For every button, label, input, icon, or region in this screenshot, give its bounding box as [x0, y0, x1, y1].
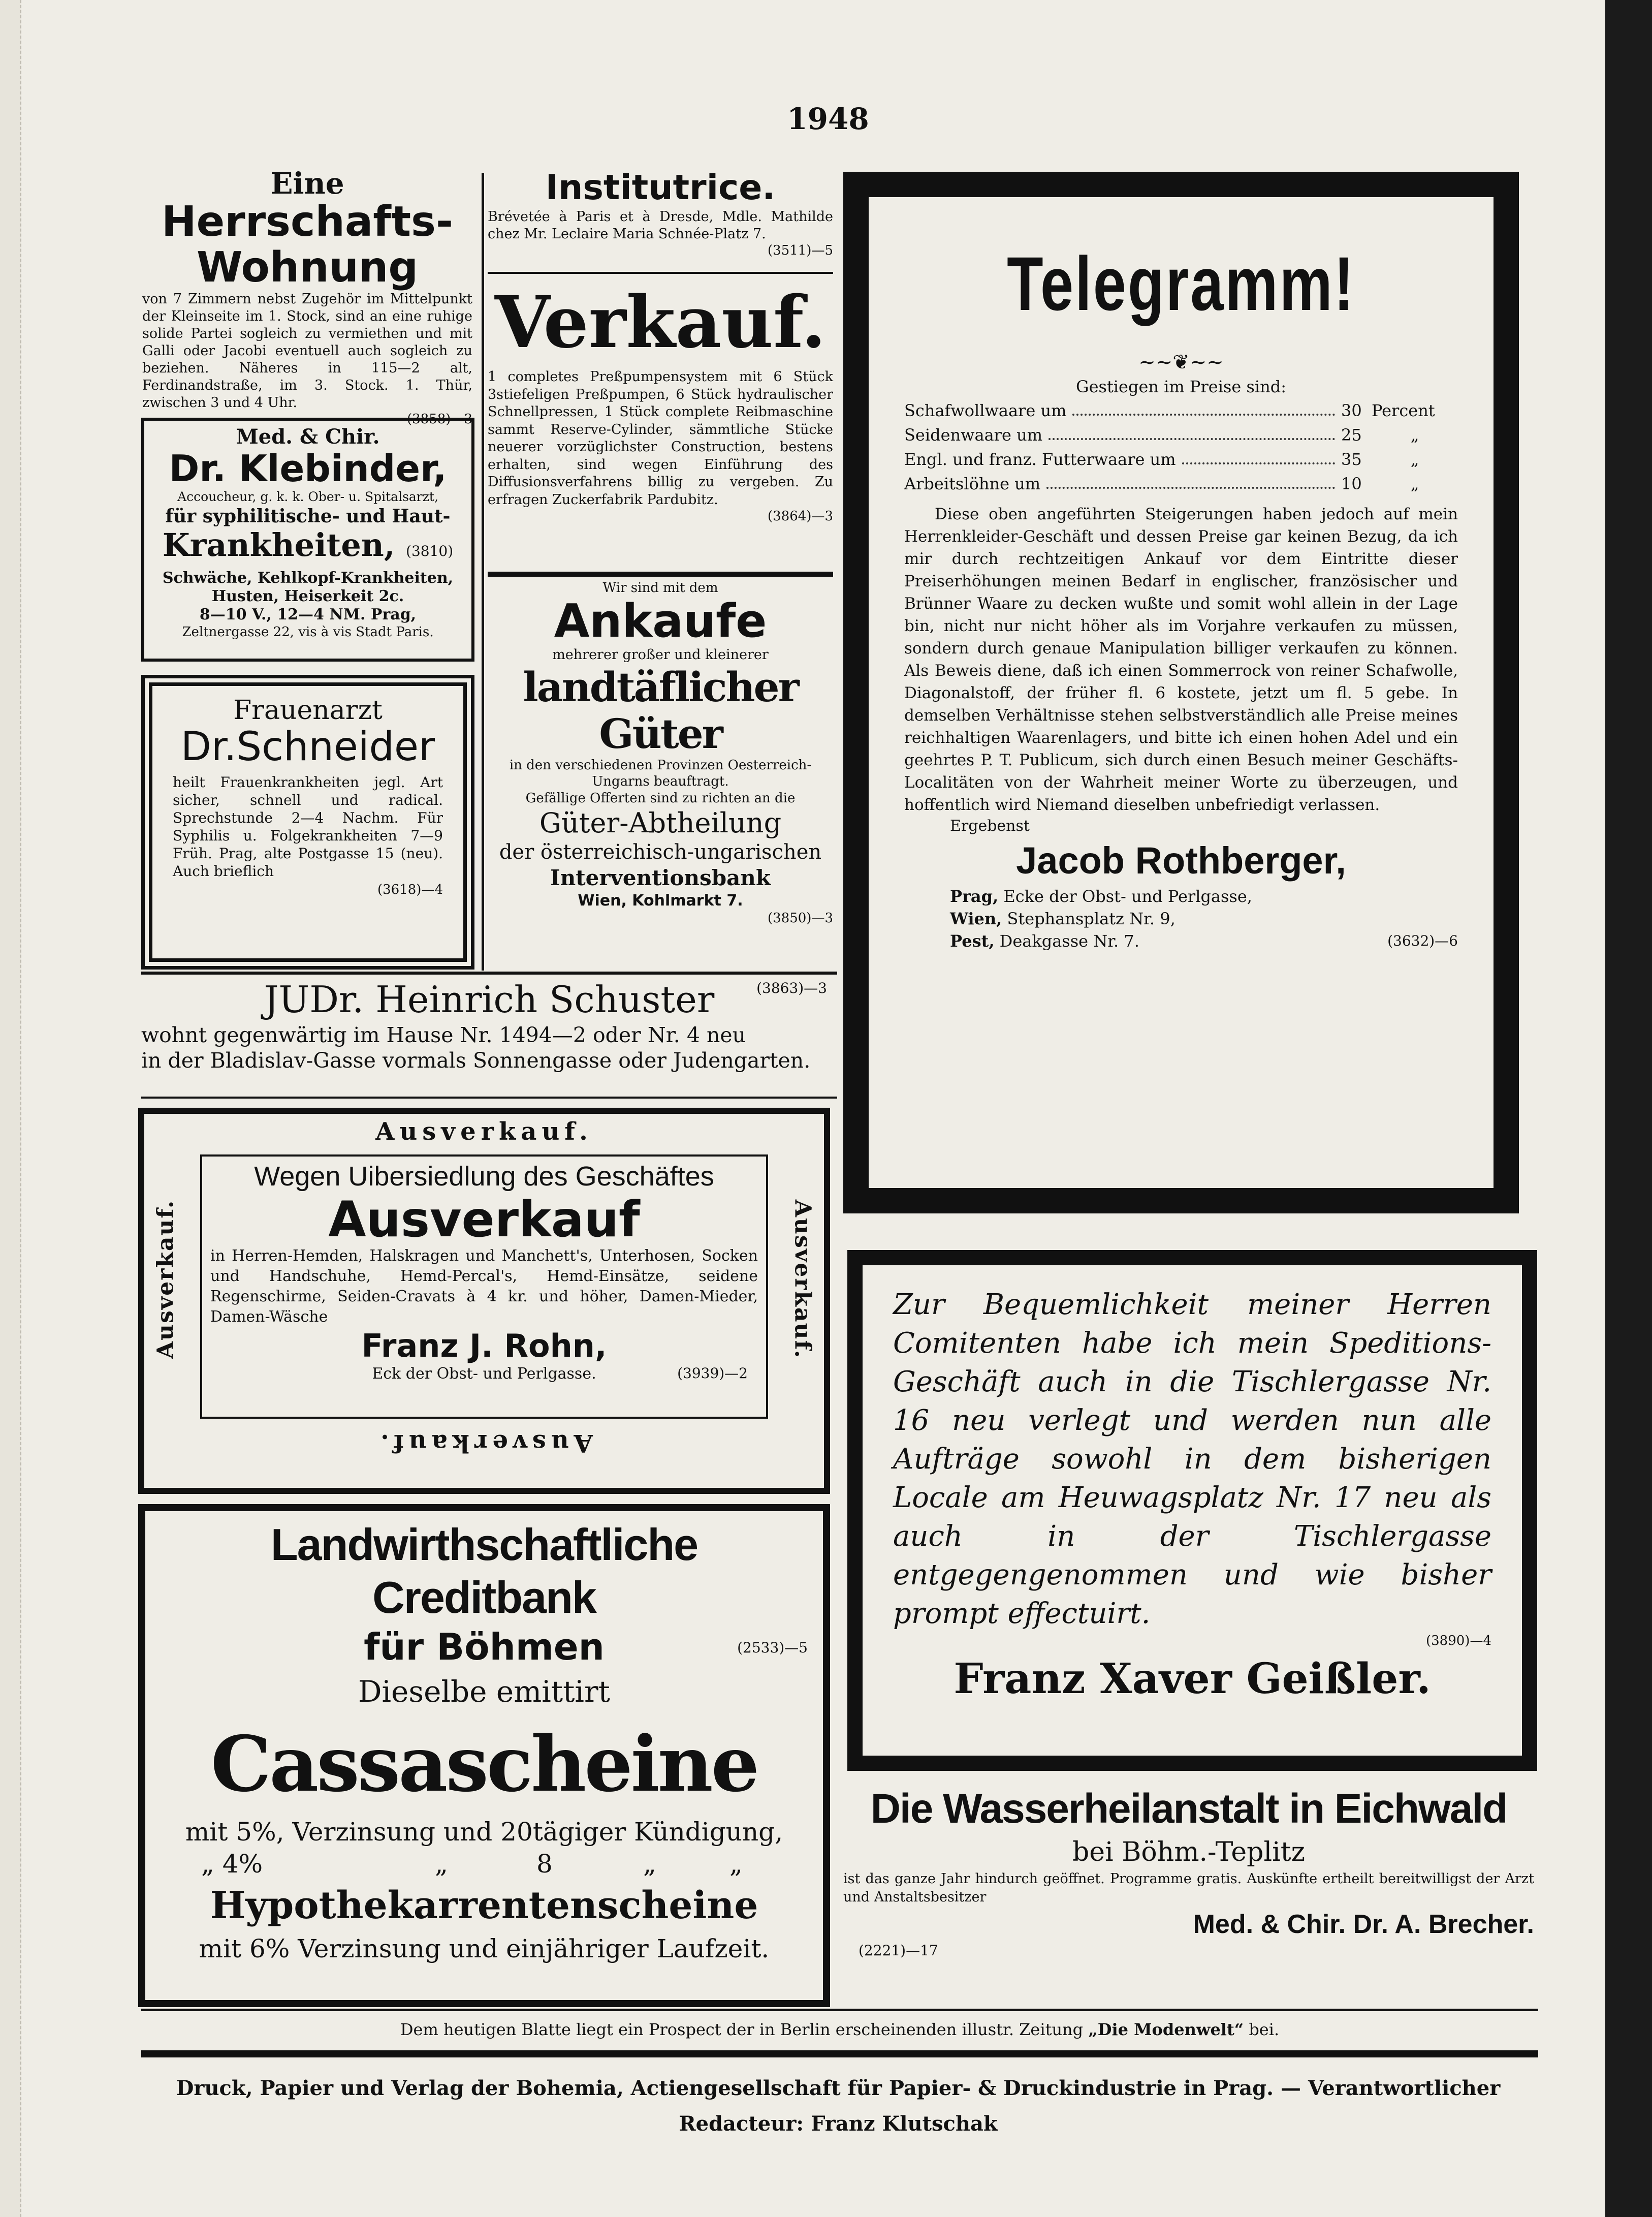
rohn-side-left: Ausverkauf.	[152, 1199, 179, 1359]
addr2: Stephansplatz Nr. 9,	[1007, 909, 1176, 928]
price-label: Schafwollwaare um	[904, 401, 1067, 420]
telegramm-intro: Gestiegen im Preise sind:	[1076, 377, 1286, 396]
klebinder-line5: 8—10 V., 12—4 NM. Prag,	[199, 606, 417, 623]
price-unit: „	[1410, 474, 1419, 493]
price-label: Seidenwaare um	[904, 425, 1043, 445]
beilage-title: „Die Modenwelt“	[1088, 2020, 1244, 2039]
rule-bottom-1	[141, 2009, 1538, 2011]
addr3-city: Pest,	[950, 931, 995, 951]
herrschaft-line2: Herrschafts-	[162, 198, 453, 246]
price-value: 25	[1341, 425, 1362, 445]
klebinder-ref: (3810)	[406, 543, 454, 559]
ankauf-line6: Gefällige Offerten sind zu richten an die	[525, 791, 796, 806]
schneider-line2: Dr.Schneider	[180, 724, 435, 770]
price-value: 30	[1341, 401, 1362, 420]
price-row	[904, 398, 1458, 423]
ad-telegramm	[843, 172, 1519, 1213]
addr3: Deakgasse Nr. 7.	[999, 931, 1139, 951]
wasser-name: Med. & Chir. Dr. A. Brecher.	[1193, 1910, 1534, 1939]
telegramm-price-list	[904, 398, 1458, 496]
ankauf-line7: Güter-Abtheilung	[539, 807, 782, 839]
ankauf-ref: (3850)—3	[768, 911, 833, 926]
creditbank-line6d: „	[643, 1849, 656, 1879]
price-value: 10	[1341, 474, 1362, 493]
price-row	[904, 472, 1458, 496]
ad-schuster	[141, 977, 837, 1094]
institutrice-body: Brévetée à Paris et à Dresde, Mdle. Mathilde chez Mr. Leclaire Maria Schnée-Platz 7.	[488, 209, 833, 242]
wasser-body: ist das ganze Jahr hindurch geöffnet. Programme gratis. Auskünfte ertheilt bereitwilligst der Arzt und Anstaltsbesitzer	[843, 1871, 1534, 1905]
telegramm-ornament: ~~❦~~	[1138, 351, 1224, 374]
rule-verkauf	[488, 572, 833, 577]
ad-herrschaftswohnung	[142, 166, 472, 427]
creditbank-line6c: 8	[536, 1849, 553, 1879]
rohn-inner2: Ausverkauf	[328, 1191, 640, 1248]
beilage-end: bei.	[1249, 2020, 1280, 2039]
imprint: Druck, Papier und Verlag der Bohemia, Actiengesellschaft für Papier- & Druckindustrie in Prag. — Verantwortlicher Redacteur: Franz Klutschak	[176, 2076, 1501, 2136]
telegramm-ergebenst: Ergebenst	[950, 817, 1030, 835]
ad-rohn	[138, 1108, 830, 1494]
schneider-ref: (3618)—4	[377, 882, 443, 897]
rohn-ref: (3939)—2	[677, 1365, 748, 1382]
addr1: Ecke der Obst- und Perlgasse,	[1003, 887, 1252, 906]
ad-klebinder	[141, 418, 474, 662]
rule-bottom-2	[141, 2050, 1538, 2057]
wasser-ref: (2221)—17	[859, 1942, 938, 1959]
creditbank-line6e: „	[729, 1849, 743, 1879]
herrschaft-line1: Eine	[270, 166, 344, 201]
scan-left-edge	[0, 0, 21, 2217]
klebinder-line4: Schwäche, Kehlkopf-Krankheiten, Husten, Heiserkeit 2c.	[162, 569, 454, 605]
addr2-city: Wien,	[950, 909, 1002, 928]
rule-schuster-top	[141, 972, 837, 975]
creditbank-line4: Cassascheine	[210, 1720, 758, 1809]
ad-creditbank	[138, 1504, 830, 2007]
rohn-body: in Herren-Hemden, Halskragen und Manchett's, Unterhosen, Socken und Handschuhe, Hemd-Percal's, Hemd-Einsätze, seidene Regenschirme, Seiden-Cravats à 4 kr. und höher, Damen-Mieder, Damen-Wäsche	[210, 1247, 758, 1326]
price-row	[904, 447, 1458, 472]
rule-institutrice	[488, 272, 833, 274]
klebinder-line3: Krankheiten,	[162, 526, 395, 564]
verkauf-ref: (3864)—3	[768, 509, 833, 524]
ankauf-line3: mehrerer großer und kleinerer	[552, 647, 769, 663]
column-rule-1	[482, 173, 484, 971]
schuster-ref: (3863)—3	[756, 980, 827, 996]
rohn-inner	[200, 1154, 768, 1419]
rohn-bottom: Ausverkauf.	[375, 1429, 593, 1457]
verkauf-body: 1 completes Preßpumpensystem mit 6 Stück 3stiefeligen Preßpumpen, 6 Stück hydraulischer Schnellpressen, 1 Stück complete Reibmaschine sammt Reserve-Cylinder, sämmtliche Stücke neuerer vorzüglichster Construction, bestens erhalten, sind wegen Einführung des Diffusionsverfahrens billig zu vergeben. Zu erfragen Zuckerfabrik Pardubitz.	[488, 369, 833, 508]
herrschaft-line3: Wohnung	[196, 243, 419, 292]
price-label: Engl. und franz. Futterwaare um	[904, 450, 1176, 469]
schuster-line1: wohnt gegenwärtig im Hause Nr. 1494—2 oder Nr. 4 neu	[141, 1023, 746, 1047]
ankauf-line5: in den verschiedenen Provinzen Oesterreich-Ungarns beauftragt.	[509, 758, 812, 789]
ad-ankauf	[488, 579, 833, 955]
ankauf-line4: landtäflicher Güter	[523, 663, 798, 758]
wasser-sub: bei Böhm.-Teplitz	[1072, 1837, 1306, 1867]
schneider-body: heilt Frauenkrankheiten jegl. Art sicher, schnell und radical. Sprechstunde 2—4 Nachm. Für Syphilis u. Folgekrankheiten 7—9 Früh. Prag, alte Postgasse 15 (neu). Auch brieflich	[173, 774, 443, 880]
creditbank-line3: Dieselbe emittirt	[358, 1674, 610, 1709]
ankauf-line2: Ankaufe	[554, 595, 767, 648]
creditbank-line1: Landwirthschaftliche Creditbank	[270, 1519, 698, 1622]
scan-right-edge	[1605, 0, 1652, 2217]
creditbank-line6a: „ 4%	[201, 1849, 263, 1879]
geissler-name: Franz Xaver Geißler.	[954, 1654, 1431, 1703]
rohn-inner1: Wegen Uibersiedlung des Geschäftes	[254, 1161, 714, 1192]
institutrice-ref: (3511)—5	[768, 243, 833, 258]
rohn-name: Franz J. Rohn,	[361, 1327, 607, 1364]
price-value: 35	[1341, 450, 1362, 469]
schneider-line1: Frauenarzt	[233, 695, 383, 726]
telegramm-addresses	[904, 885, 1458, 952]
wasser-title: Die Wasserheilanstalt in Eichwald	[870, 1786, 1507, 1832]
price-unit: „	[1410, 450, 1419, 469]
rohn-side-right: Ausverkauf.	[789, 1199, 816, 1359]
ankauf-line10: Wien, Kohlmarkt 7.	[578, 892, 743, 910]
creditbank-line7: Hypothekarrentenscheine	[210, 1884, 758, 1927]
ad-geissler	[847, 1250, 1537, 1771]
schuster-name: JUDr. Heinrich Schuster	[264, 978, 715, 1021]
klebinder-name: Dr. Klebinder,	[169, 447, 447, 490]
creditbank-line2: für Böhmen	[364, 1626, 605, 1668]
creditbank-line5: mit 5%, Verzinsung und 20tägiger Kündigung,	[185, 1817, 783, 1847]
telegramm-title: Telegramm!	[1007, 241, 1355, 326]
herrschaft-ref: (3858)—3	[407, 412, 472, 427]
ankauf-line8: der österreichisch-ungarischen	[499, 840, 822, 864]
klebinder-small: Med. & Chir.	[236, 425, 380, 449]
herrschaft-body: von 7 Zimmern nebst Zugehör im Mittelpunkt der Kleinseite im 1. Stock, sind an eine ruhige solide Partei sogleich zu vermiethen und mit Galli oder Jacobi eventuell auch sogleich zu beziehen. Näheres in 115—2 alt, Ferdinandstraße, im 3. Stock. 1. Thür, zwischen 3 und 4 Uhr.	[142, 291, 472, 411]
price-row	[904, 423, 1458, 447]
price-label: Arbeitslöhne um	[904, 474, 1041, 493]
ankauf-line9: Interventionsbank	[550, 865, 771, 890]
beilage-text: Dem heutigen Blatte liegt ein Prospect der in Berlin erscheinenden illustr. Zeitung	[400, 2020, 1084, 2039]
schuster-line2: in der Bladislav-Gasse vormals Sonnengasse oder Judengarten.	[141, 1048, 811, 1073]
klebinder-line6: Zeltnergasse 22, vis à vis Stadt Paris.	[182, 624, 434, 640]
rule-schuster-bottom	[141, 1097, 837, 1099]
footer-beilage	[141, 2015, 1538, 2044]
rohn-addr: Eck der Obst- und Perlgasse.	[372, 1365, 596, 1383]
klebinder-line1: Accoucheur, g. k. k. Ober- u. Spitalsarzt,	[177, 489, 438, 504]
price-unit: Percent	[1372, 401, 1435, 420]
rohn-top: Ausverkauf.	[375, 1117, 593, 1146]
verkauf-title: Verkauf.	[494, 281, 827, 364]
telegramm-ref: (3632)—6	[1387, 932, 1458, 949]
creditbank-line8: mit 6% Verzinsung und einjähriger Laufzeit.	[199, 1934, 770, 1963]
ankauf-line1: Wir sind mit dem	[602, 580, 718, 596]
ad-wasserheilanstalt	[843, 1784, 1534, 2002]
creditbank-ref: (2533)—5	[737, 1639, 808, 1656]
klebinder-line2: für syphilitische- und Haut-	[165, 506, 451, 527]
ad-institutrice	[488, 168, 833, 274]
ad-schneider	[141, 675, 474, 970]
geissler-ref: (3890)—4	[1426, 1633, 1491, 1648]
page-number: 1948	[787, 102, 869, 136]
geissler-body: Zur Bequemlichkeit meiner Herren Comitenten habe ich mein Speditions-Geschäft auch in die Tischlergasse Nr. 16 neu verlegt und werden nun alle Aufträge sowohl in dem bisherigen Locale am Heuwagsplatz Nr. 17 neu als auch in der Tischlergasse entgegengenommen und wie bisher prompt effectuirt.	[893, 1288, 1491, 1630]
institutrice-title: Institutrice.	[545, 168, 776, 208]
addr1-city: Prag,	[950, 887, 999, 906]
price-unit: „	[1410, 425, 1419, 445]
telegramm-body: Diese oben angeführten Steigerungen haben jedoch auf mein Herrenkleider-Geschäft und dessen Preise gar keinen Bezug, da ich mir durch rechtzeitigen Ankauf vor dem Eintritte dieser Preiserhöhungen meinen Bedarf in englischer, französischer und Brünner Waare zu decken wußte und somit wohl allein in der Lage bin, nicht nur nicht höher als im Vorjahre verkaufen zu müssen, sondern durch genaue Manipulation billiger verkaufen zu können. Als Beweis diene, daß ich einen Sommerrock von reiner Schafwolle, Diagonalstoff, der früher fl. 6 kostete, jetzt um fl. 5 gebe. In demselben Verhältnisse stehen selbstverständlich alle Preise meines reichhaltigen Waarenlagers, und bitte ich einen hohen Adel und ein geehrtes P. T. Publicum, sich durch einen Besuch meiner Geschäfts-Localitäten von der Wahrheit meiner Worte zu überzeugen, und hoffentlich wird Niemand dieselben unbefriedigt verlassen.	[904, 505, 1458, 814]
creditbank-line6b: „	[435, 1849, 448, 1879]
ad-verkauf	[488, 277, 833, 572]
telegramm-name: Jacob Rothberger,	[1016, 839, 1346, 882]
